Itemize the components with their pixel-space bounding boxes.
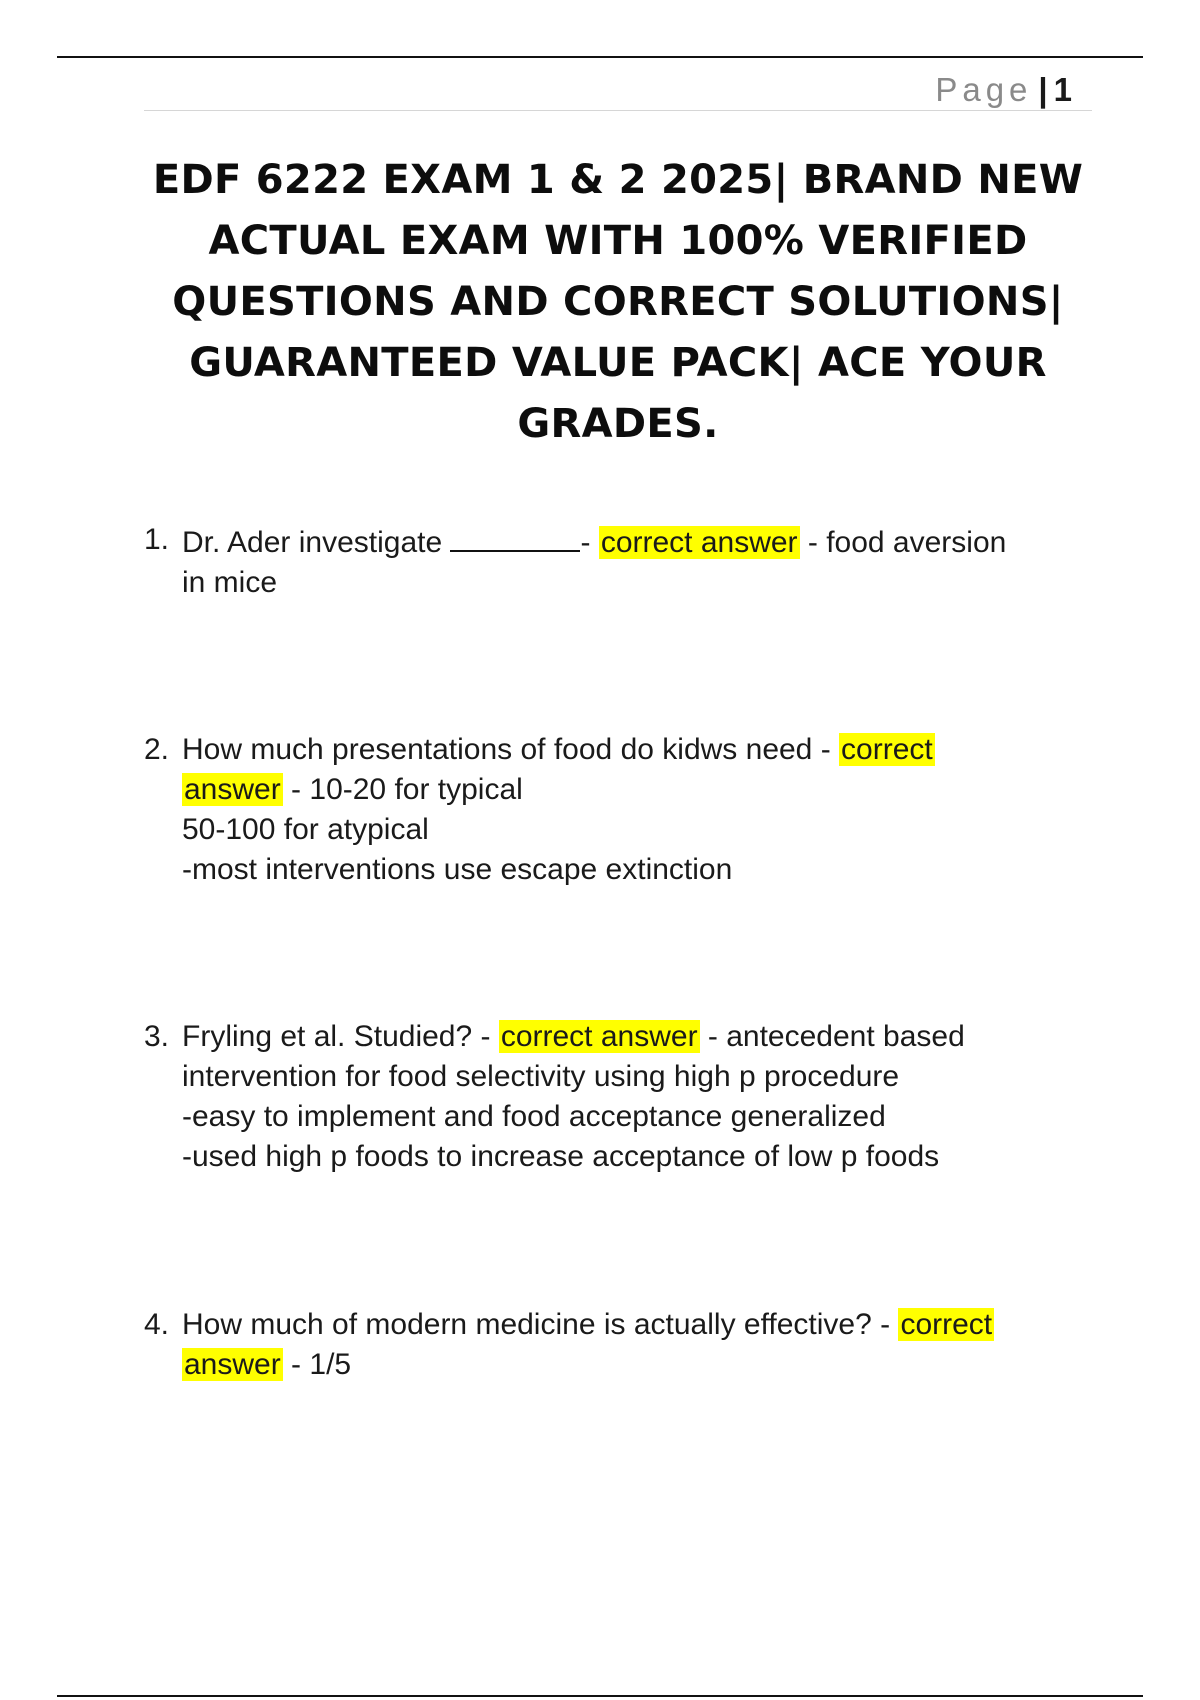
answer-line — [182, 1345, 1074, 1385]
question-text: How much of modern medicine is actually effective? - — [182, 1308, 899, 1341]
answer-highlight: answer — [184, 1348, 281, 1381]
page-number — [935, 72, 1072, 108]
bottom-rule — [57, 1695, 1143, 1697]
answer-line: intervention for food selectivity using high p procedure — [182, 1060, 900, 1093]
document-title: EDF 6222 EXAM 1 & 2 2025| BRAND NEW ACTUAL EXAM WITH 100% VERIFIED QUESTIONS AND CORRECT SOLUTIONS| GUARANTEED VALUE PACK| ACE YOUR GRADES. — [152, 157, 1084, 447]
question-list — [144, 520, 1074, 1385]
question-text: Dr. Ader investigate — [182, 526, 451, 559]
answer-highlight: correct — [841, 733, 933, 766]
question-line — [182, 520, 1074, 563]
question-item — [144, 1017, 1074, 1177]
top-rule — [57, 56, 1143, 58]
question-item — [144, 1305, 1074, 1385]
question-line — [182, 1305, 1074, 1345]
answer-text: - food aversion — [799, 526, 1007, 559]
answer-highlight: correct answer — [500, 1020, 698, 1053]
question-text: How much presentations of food do kidws need - — [182, 733, 840, 766]
question-item — [144, 730, 1074, 890]
answer-text: - 10-20 for typical — [282, 773, 523, 806]
page-number-value: 1 — [1053, 71, 1072, 108]
question-line — [182, 730, 1074, 770]
answer-highlight: answer — [184, 773, 281, 806]
question-number: 1. — [144, 523, 170, 556]
question-number: 4. — [144, 1308, 170, 1341]
question-number: 2. — [144, 733, 170, 766]
question-line — [182, 1017, 1074, 1057]
answer-text: - antecedent based — [699, 1020, 965, 1053]
answer-line: -easy to implement and food acceptance generalized — [182, 1100, 886, 1133]
answer-line: 50-100 for atypical — [182, 813, 429, 846]
answer-text: - 1/5 — [282, 1348, 352, 1381]
question-item — [144, 520, 1074, 603]
fill-blank — [450, 520, 580, 552]
page-separator: | — [1038, 71, 1048, 108]
question-text: Fryling et al. Studied? - — [182, 1020, 499, 1053]
answer-highlight: correct answer — [600, 526, 798, 559]
page-header — [144, 68, 1092, 111]
answer-highlight: correct — [900, 1308, 993, 1341]
question-dash: - — [580, 526, 599, 559]
answer-line — [182, 770, 1074, 810]
answer-line: -most interventions use escape extinction — [182, 853, 733, 886]
answer-line: -used high p foods to increase acceptance of low p foods — [182, 1140, 940, 1173]
page-label: Page — [935, 71, 1033, 108]
question-number: 3. — [144, 1020, 170, 1053]
answer-line: in mice — [182, 566, 278, 599]
